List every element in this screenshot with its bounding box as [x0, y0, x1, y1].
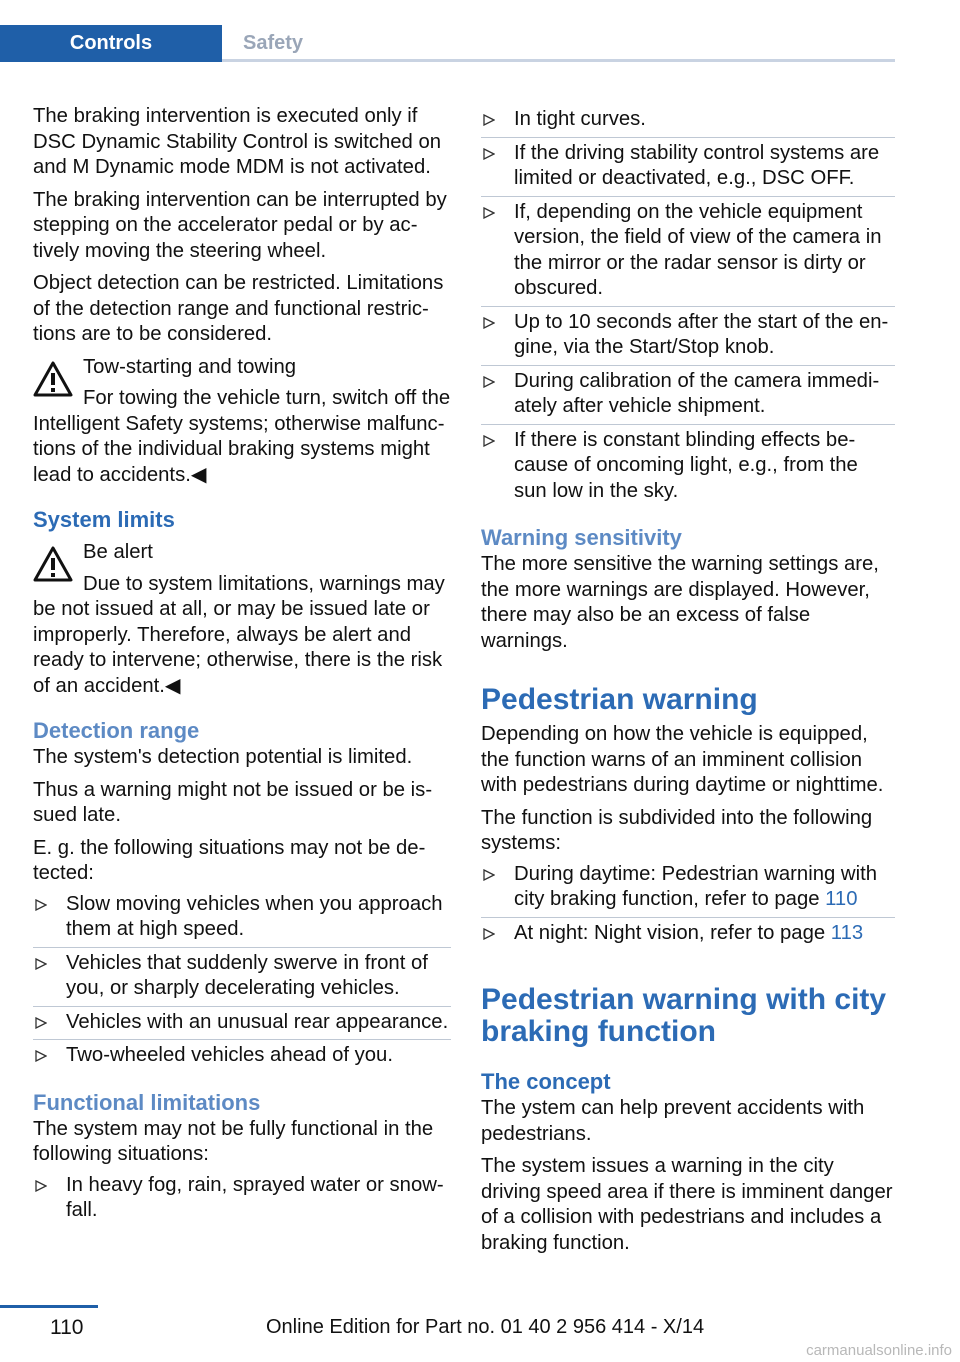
- heading-detection-range: Detection range: [33, 718, 200, 743]
- heading-functional-limitations: Functional limitations: [33, 1089, 261, 1115]
- tab-safety[interactable]: Safety: [242, 32, 304, 54]
- arrow-bullet-icon: [483, 928, 495, 940]
- paragraph: Depending on how the vehicle is equipped, the function warns of an imminent collision with pedestrians during daytime or nighttime.: [481, 723, 884, 796]
- page-number: 110: [50, 1316, 84, 1339]
- footer-rule: [0, 1305, 98, 1308]
- arrow-bullet-icon: [35, 1180, 47, 1192]
- list-item: Up to 10 seconds after the start of the engine, via the Start/Stop knob.: [481, 307, 895, 366]
- paragraph: The ystem can help prevent accidents with pedestrians.: [481, 1097, 865, 1145]
- paragraph: Thus a warning might not be issued or be issued late.: [33, 778, 433, 826]
- heading-pedestrian-warning: Pedestrian warning: [481, 683, 758, 716]
- paragraph: E. g. the following situations may not be detected:: [33, 836, 426, 884]
- warning-box: [33, 540, 451, 699]
- paragraph: The system issues a warning in the city driving speed area if there is imminent danger of a collision with pedestrians and includes a braking function.: [481, 1155, 893, 1254]
- arrow-bullet-icon: [483, 317, 495, 329]
- list-item: Vehicles that suddenly swerve in front of you, or sharply decelerating vehicles.: [33, 948, 451, 1007]
- list-item: Slow moving vehicles when you approach them at high speed.: [33, 889, 451, 948]
- arrow-bullet-icon: [35, 958, 47, 970]
- arrow-bullet-icon: [483, 114, 495, 126]
- arrow-bullet-icon: [483, 148, 495, 160]
- list-item: In tight curves.: [481, 104, 895, 138]
- arrow-bullet-icon: [483, 376, 495, 388]
- header-rule: [222, 59, 895, 62]
- paragraph: The braking intervention is executed only if DSC Dynamic Stability Control is switched on and M Dynamic mode MDM is not activated.: [33, 105, 442, 178]
- paragraph: The braking intervention can be interrupted by stepping on the accelerator pedal or by actively moving the steering wheel.: [33, 188, 447, 262]
- paragraph: The more sensitive the warning settings are, the more warnings are displayed. However, there may also be an excess of false warnings.: [481, 553, 879, 652]
- warning-body: Due to system limitations, warnings may be not issued at all, or may be issued late or improperly. Therefore, always be alert and ready to intervene; otherwise, there is the risk of an accident.◀: [33, 572, 445, 697]
- heading-warning-sensitivity: Warning sensitivity: [481, 525, 682, 550]
- warning-body: For towing the vehicle turn, switch off the Intelligent Safety systems; otherwise malfunctions of the individual braking systems might lead to accidents.◀: [33, 387, 451, 486]
- arrow-bullet-icon: [483, 869, 495, 881]
- warning-box: [33, 355, 451, 489]
- left-column: [33, 104, 451, 1228]
- heading-system-limits: System limits: [33, 507, 175, 532]
- paragraph: Object detection can be restricted. Limitations of the detection range and functional restrictions are to be considered.: [33, 272, 444, 345]
- bullet-list: [33, 1170, 451, 1228]
- arrow-bullet-icon: [35, 1050, 47, 1062]
- list-item: Two-wheeled vehicles ahead of you.: [33, 1040, 451, 1073]
- arrow-bullet-icon: [483, 207, 495, 219]
- list-item: At night: Night vision, refer to page 113: [481, 918, 895, 951]
- bullet-list: [481, 104, 895, 508]
- arrow-bullet-icon: [483, 435, 495, 447]
- list-item: If the driving stability control systems are limited or deactivated, e.g., DSC OFF.: [481, 138, 895, 197]
- list-item: If there is constant blinding effects because of oncoming light, e.g., from the sun low in the sky.: [481, 425, 895, 509]
- heading-pedestrian-city-braking: Pedestrian warning with city braking function: [481, 983, 887, 1048]
- list-item: During calibration of the camera immediately after vehicle shipment.: [481, 366, 895, 425]
- warning-title: Be alert: [83, 541, 153, 563]
- bullet-list: [33, 889, 451, 1073]
- watermark: carmanualsonline.info: [806, 1342, 952, 1359]
- paragraph: The function is subdivided into the following systems:: [481, 806, 873, 854]
- heading-the-concept: The concept: [481, 1069, 611, 1094]
- list-item: During daytime: Pedestrian warning with city braking function, refer to page 110: [481, 859, 895, 918]
- page-link-113[interactable]: 113: [830, 921, 864, 944]
- list-item: If, depending on the vehicle equipment version, the field of view of the camera in the mirror or the radar sensor is dirty or obscured.: [481, 197, 895, 307]
- edition-note: Online Edition for Part no. 01 40 2 956 414 - X/14: [266, 1316, 705, 1338]
- arrow-bullet-icon: [35, 899, 47, 911]
- warning-triangle-icon: [33, 361, 73, 397]
- paragraph: The system's detection potential is limited.: [33, 746, 413, 768]
- right-column: [481, 104, 895, 1263]
- paragraph: The system may not be fully functional in the following situations:: [33, 1117, 434, 1165]
- header-tabs: [0, 0, 960, 62]
- list-item: In heavy fog, rain, sprayed water or snowfall.: [33, 1170, 451, 1228]
- list-item: Vehicles with an unusual rear appearance.: [33, 1007, 451, 1041]
- arrow-bullet-icon: [35, 1017, 47, 1029]
- warning-title: Tow-starting and towing: [83, 355, 297, 378]
- page-link-110[interactable]: 110: [825, 888, 858, 910]
- tab-controls[interactable]: Controls: [0, 25, 222, 62]
- warning-triangle-icon: [33, 546, 73, 582]
- bullet-list: [481, 859, 895, 951]
